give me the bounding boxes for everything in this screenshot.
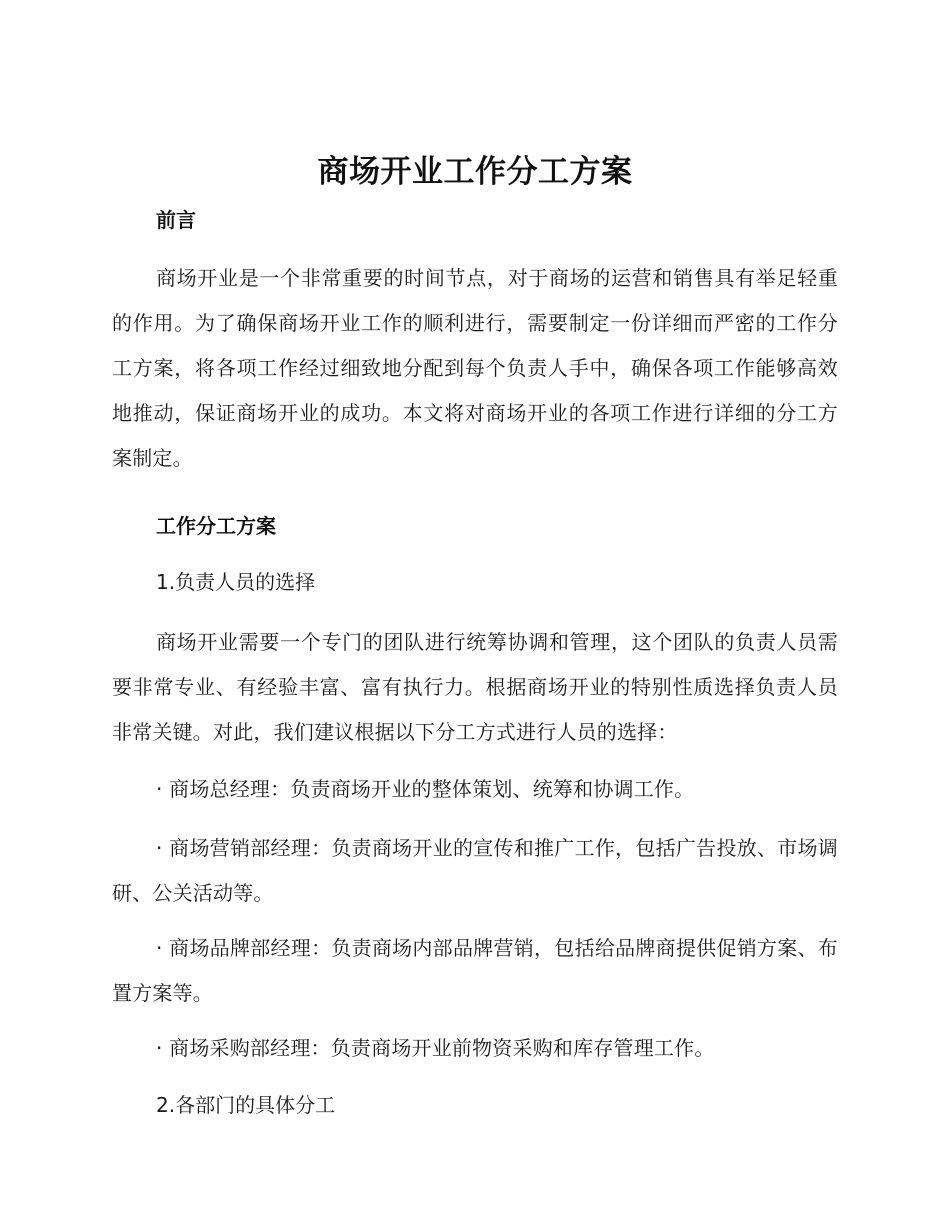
- role-bullet-procurement-manager: · 商场采购部经理：负责商场开业前物资采购和库存管理工作。: [156, 1036, 715, 1060]
- section-1-paragraph: 商场开业需要一个专门的团队进行统筹协调和管理，这个团队的负责人员需要非常专业、有经验丰富、富有执行力。根据商场开业的特别性质选择负责人员非常关键。对此，我们建议根据以下分工方式进行人员的选择：: [112, 630, 838, 744]
- plan-heading: 工作分工方案: [156, 514, 276, 538]
- preface-heading: 前言: [156, 208, 196, 232]
- section-2-heading: 2.各部门的具体分工: [156, 1093, 336, 1117]
- section-1-heading: 1.负责人员的选择: [156, 570, 316, 594]
- preface-paragraph: 商场开业是一个非常重要的时间节点，对于商场的运营和销售具有举足轻重的作用。为了确保商场开业工作的顺利进行，需要制定一份详细而严密的工作分工方案，将各项工作经过细致地分配到每个负责人手中，确保各项工作能够高效地推动，保证商场开业的成功。本文将对商场开业的各项工作进行详细的分工方案制定。: [112, 266, 838, 470]
- role-bullet-brand-manager: · 商场品牌部经理：负责商场内部品牌营销，包括给品牌商提供促销方案、布置方案等。: [112, 936, 838, 1005]
- document-title: 商场开业工作分工方案: [317, 154, 633, 190]
- role-bullet-general-manager: · 商场总经理：负责商场开业的整体策划、统筹和协调工作。: [156, 777, 695, 801]
- role-bullet-marketing-manager: · 商场营销部经理：负责商场开业的宣传和推广工作，包括广告投放、市场调研、公关活动等。: [112, 836, 838, 905]
